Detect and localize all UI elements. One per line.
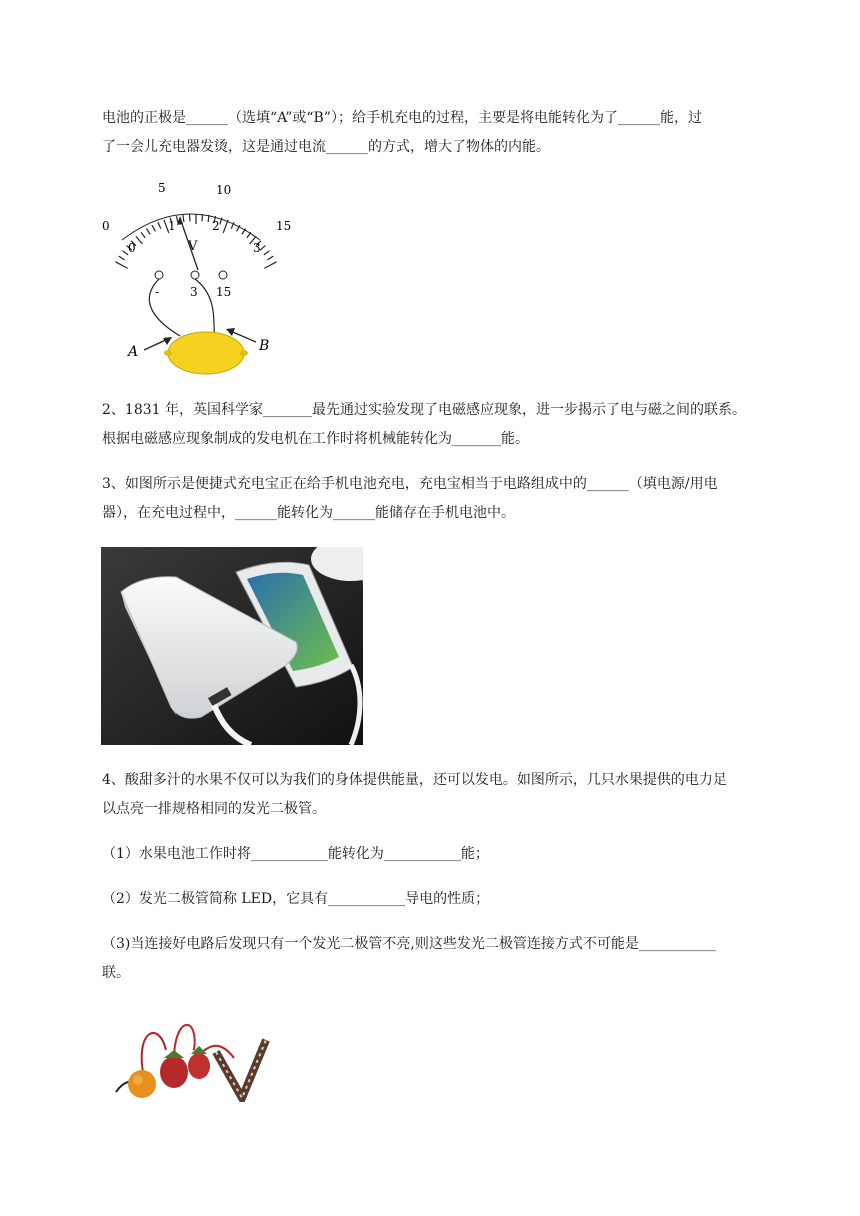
question-4-part-3-line-2: 联。: [102, 965, 130, 981]
question-1-line-2: 了一会儿充电器发烫，这是通过电流______的方式，增大了物体的内能。: [102, 139, 550, 155]
question-2-text: [102, 396, 802, 454]
meter-tick: [119, 256, 125, 260]
outer-tick-15: 15: [276, 219, 292, 233]
question-4-part-2: （2）发光二极管简称 LED，它具有___________导电的性质；: [102, 891, 490, 907]
question-4-text: [102, 766, 802, 824]
fruit-battery-led-photo: [104, 1010, 276, 1102]
label-b: B: [259, 338, 270, 354]
meter-tick: [177, 216, 179, 223]
terminal-15: [219, 271, 227, 279]
lemon-icon: [168, 332, 244, 374]
voltmeter-unit: V: [188, 239, 198, 254]
inner-tick-0: 0: [128, 241, 136, 255]
meter-tick: [190, 214, 191, 221]
question-4-part-3: [102, 930, 802, 988]
question-3-text: [102, 470, 802, 528]
meter-tick: [267, 256, 273, 260]
meter-tick: [146, 229, 150, 235]
inner-tick-1: 1: [168, 219, 176, 233]
question-3-line-1: 3、如图所示是便捷式充电宝正在给手机电池充电，充电宝相当于电路组成中的______（填电源/用电: [102, 476, 718, 492]
meter-tick: [264, 251, 270, 255]
terminal-minus-label: -: [155, 285, 160, 299]
question-2-line-2: 根据电磁感应现象制成的发电机在工作时将机械能转化为_______能。: [102, 431, 529, 447]
question-2-line-1: 2、1831 年，英国科学家_______最先通过实验发现了电磁感应现象，进一步揭示了电与磁之间的联系。: [102, 402, 746, 418]
terminal-3-label: 3: [190, 285, 198, 299]
outer-tick-0: 0: [102, 219, 110, 233]
inner-tick-3: 3: [253, 241, 261, 255]
question-4-part-1: （1）水果电池工作时将___________能转化为___________能；: [102, 846, 489, 862]
question-4-part-3-line-1: （3)当连接好电路后发现只有一个发光二极管不亮,则这些发光二极管连接方式不可能是___________: [102, 936, 716, 952]
question-3-line-2: 器），在充电过程中，______能转化为______能储存在手机电池中。: [102, 505, 515, 521]
question-1-text: [102, 104, 802, 162]
meter-tick: [141, 232, 145, 238]
power-bank-phone-photo: [101, 547, 363, 745]
inner-tick-2: 2: [212, 219, 220, 233]
meter-tick: [260, 246, 265, 251]
question-4-line-2: 以点亮一排规格相同的发光二极管。: [102, 801, 326, 817]
label-a: A: [128, 344, 139, 360]
meter-tick: [152, 225, 155, 231]
terminal-3: [191, 271, 199, 279]
question-1-line-1: 电池的正极是______（选填“A”或“B”）；给手机充电的过程，主要是将电能转化为了______能，过: [102, 110, 702, 126]
outer-tick-5: 5: [158, 181, 166, 195]
question-4-line-1: 4、酸甜多汁的水果不仅可以为我们的身体提供能量，还可以发电。如图所示，几只水果提供的电力足: [102, 772, 727, 788]
meter-tick: [136, 236, 143, 244]
terminal-15-label: 15: [216, 285, 232, 299]
meter-tick: [158, 222, 161, 228]
meter-tick: [183, 215, 184, 222]
meter-tick: [264, 262, 276, 269]
voltmeter-lemon-figure: [100, 178, 300, 378]
terminal-minus: [155, 271, 163, 279]
outer-tick-10: 10: [216, 183, 232, 197]
meter-tick: [115, 262, 127, 269]
